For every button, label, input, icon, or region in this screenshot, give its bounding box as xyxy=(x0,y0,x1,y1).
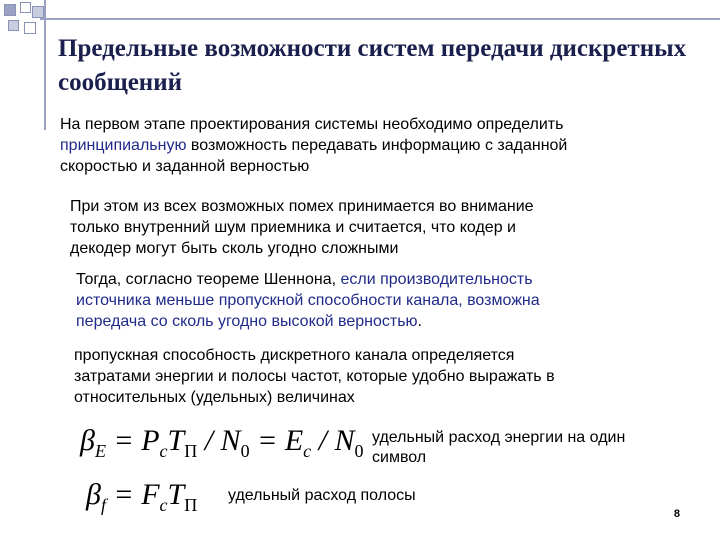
formula-bandwidth-label: удельный расход полосы xyxy=(228,487,416,504)
formula-energy: $\beta_E = P_cT_П / N_0 = E_c / N_0$ xyxy=(80,424,364,461)
paragraph-2: При этом из всех возможных помех принимается во внимание только внутренний шум приемника и считается, что кодер и декодер могут быть сколь угодно сложными xyxy=(70,198,534,257)
page-number: 8 xyxy=(673,508,680,520)
side-rule xyxy=(44,0,46,130)
paragraph-3: Тогда, согласно теореме Шеннона, если производительность источника меньше пропускной способности канала, возможна передача со сколь угодно высокой верностью. xyxy=(76,271,540,330)
header-rule xyxy=(40,18,720,20)
paragraph-1: На первом этапе проектирования системы необходимо определить принципиальную возможность передавать информацию с заданной скоростью и заданной верностью xyxy=(60,116,568,175)
paragraph-4: пропускная способность дискретного канала определяется затратами энергии и полосы частот, которые удобно выражать в относительных (удельных) величинах xyxy=(74,347,555,406)
formula-energy-label: удельный расход энергии на один символ xyxy=(372,429,626,466)
slide-title: Предельные возможности систем передачи дискретных сообщений xyxy=(58,35,687,96)
corner-decoration xyxy=(0,0,60,40)
formula-bandwidth: $\beta_f = F_cT_П$ xyxy=(86,478,198,515)
